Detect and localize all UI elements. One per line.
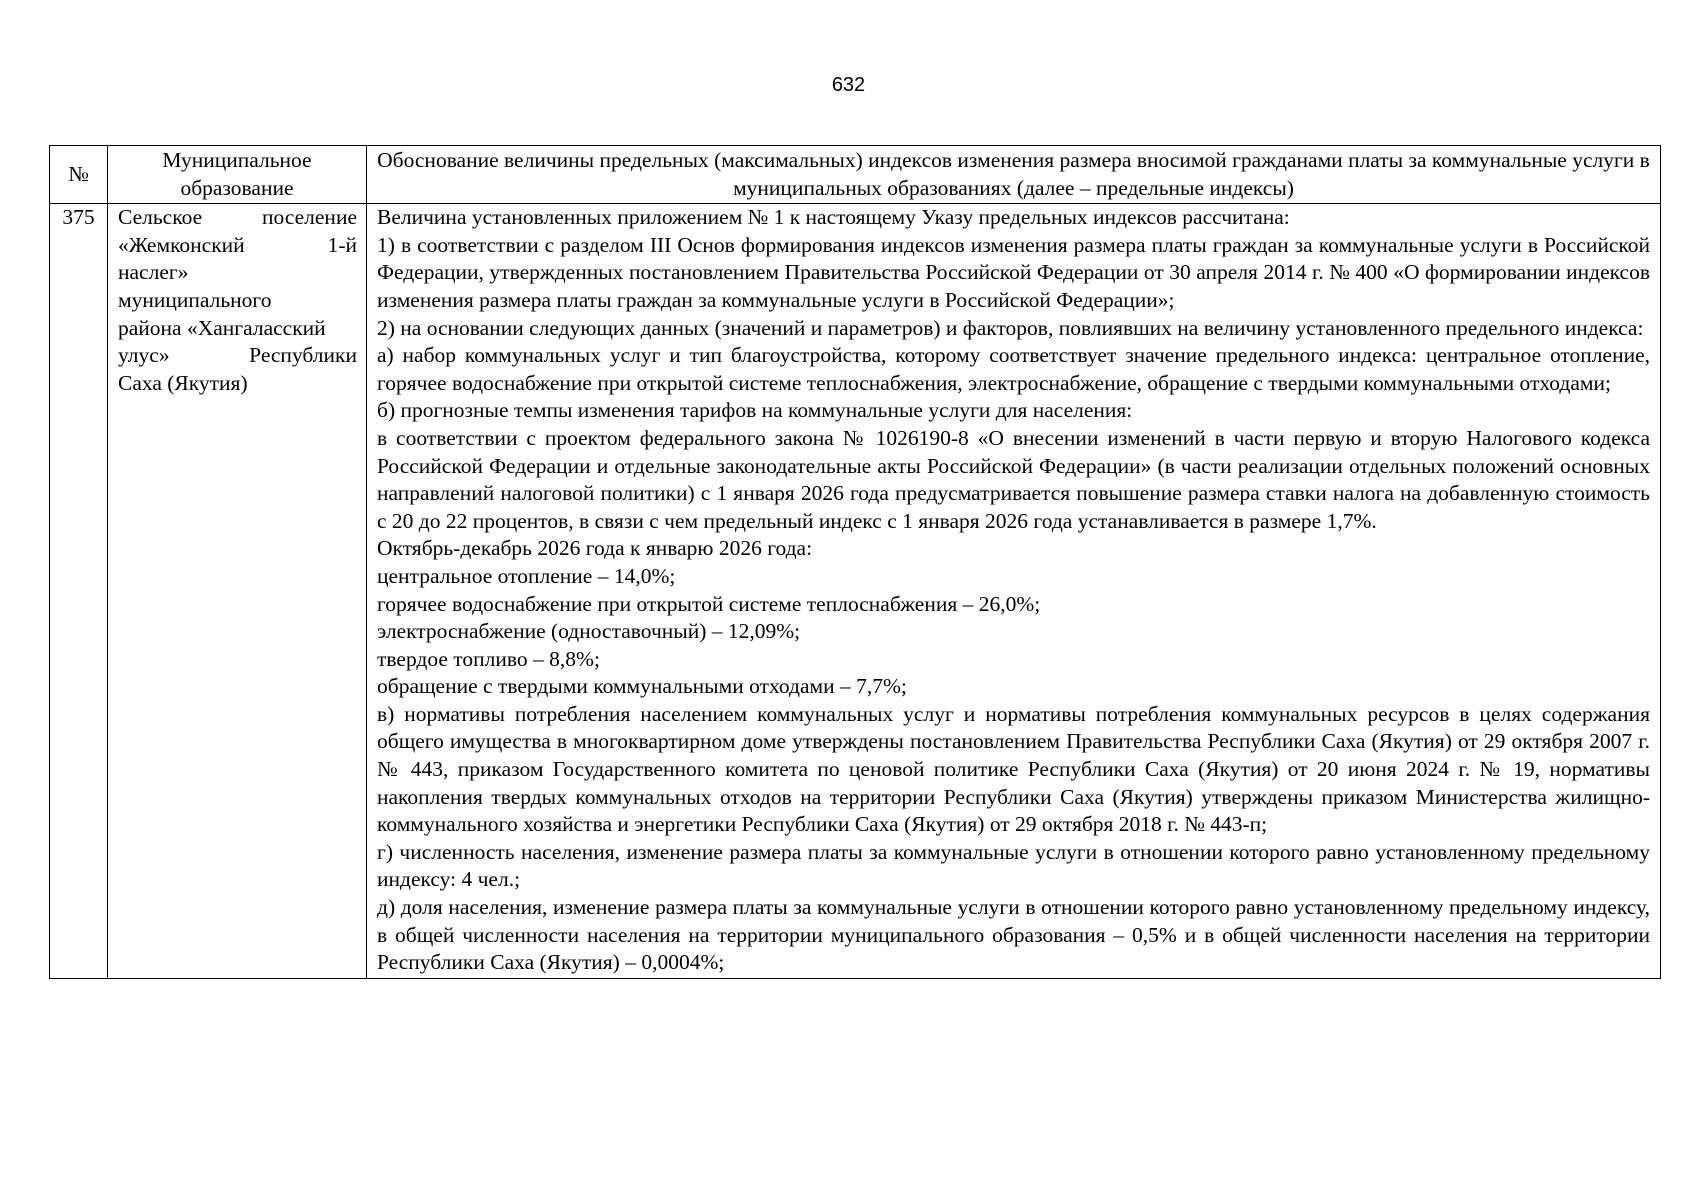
rate-hot-water: горячее водоснабжение при открытой системе теплоснабжения – 26,0%;	[377, 591, 1041, 616]
row-number: 375	[50, 204, 108, 979]
rate-waste: обращение с твердыми коммунальными отходами – 7,7%;	[377, 674, 907, 699]
page-number: 632	[831, 74, 866, 96]
paragraph-vat-law: в соответствии с проектом федерального закона № 1026190-8 «О внесении изменений в части первую и вторую Налогового кодекса Российской Федерации и отдельные законодательные акты Российской Федерации» (в части реализации отдельных положений основных направлений налоговой политики) с 1 января 2026 года предусматривается повышение размера ставки налога на добавленную стоимость с 20 до 22 процентов, в связи с чем предельный индекс с 1 января 2026 года устанавливается в размере 1,7%.	[377, 425, 1650, 533]
row-justification	[367, 204, 1661, 979]
header-municipality: Муниципальное образование	[108, 146, 367, 204]
municipality-line: района «Хангаласский	[118, 315, 326, 340]
paragraph-item-d: д) доля населения, изменение размера платы за коммунальные услуги в отношении которого равно установленному предельному индексу, в общей численности населения на территории муниципального образования – 0,5% и в общей численности населения на территории Республики Саха (Якутия) – 0,0004%;	[377, 895, 1650, 975]
paragraph-intro: Величина установленных приложением № 1 к настоящему Указу предельных индексов рассчитана:	[377, 205, 1290, 230]
paragraph-item-v: в) нормативы потребления населением коммунальных услуг и нормативы потребления коммунальных ресурсов в целях содержания общего имущества в многоквартирном доме утверждены постановлением Правительства Республики Саха (Якутия) от 29 октября 2007 г. № 443, приказом Государственного комитета по ценовой политике Республики Саха (Якутия) от 20 июня 2024 г. № 19, нормативы накопления твердых коммунальных отходов на территории Республики Саха (Якутия) утверждены приказом Министерства жилищно-коммунального хозяйства и энергетики Республики Саха (Якутия) от 29 октября 2018 г. № 443-п;	[377, 701, 1650, 837]
paragraph-item-b: б) прогнозные темпы изменения тарифов на коммунальные услуги для населения:	[377, 398, 1133, 423]
paragraph-item-1: 1) в соответствии с разделом III Основ формирования индексов изменения размера платы граждан за коммунальные услуги в Российской Федерации, утвержденных постановлением Правительства Российской Федерации от 30 апреля 2014 г. № 400 «О формировании индексов изменения размера платы граждан за коммунальные услуги в Российской Федерации»;	[377, 232, 1650, 312]
municipality-line: улус» Республики	[118, 343, 357, 368]
paragraph-period: Октябрь-декабрь 2026 года к январю 2026 года:	[377, 536, 813, 561]
municipality-line: Сельское поселение	[118, 205, 357, 230]
municipality-line: «Жемконский 1-й	[118, 232, 357, 257]
municipality-line: муниципального	[118, 287, 272, 312]
rate-solid-fuel: твердое топливо – 8,8%;	[377, 646, 600, 671]
row-municipality	[108, 204, 367, 979]
table-header-row	[50, 146, 1661, 204]
paragraph-item-2: 2) на основании следующих данных (значений и параметров) и факторов, повлиявших на величину установленного предельного индекса:	[377, 315, 1644, 340]
header-number: №	[50, 146, 108, 204]
header-justification: Обоснование величины предельных (максимальных) индексов изменения размера вносимой гражданами платы за коммунальные услуги в муниципальных образованиях (далее – предельные индексы)	[367, 146, 1661, 204]
municipality-line: Саха (Якутия)	[118, 370, 248, 395]
municipality-line: наслег»	[118, 260, 189, 285]
paragraph-item-a: а) набор коммунальных услуг и тип благоустройства, которому соответствует значение предельного индекса: центральное отопление, горячее водоснабжение при открытой системе теплоснабжения, электроснабжение, обращение с твердыми коммунальными отходами;	[377, 343, 1650, 395]
table-row	[50, 204, 1661, 979]
rate-electricity: электроснабжение (одноставочный) – 12,09%;	[377, 619, 801, 644]
rate-heating: центральное отопление – 14,0%;	[377, 563, 676, 588]
paragraph-item-g: г) численность населения, изменение размера платы за коммунальные услуги в отношении которого равно установленному предельному индексу: 4 чел.;	[377, 839, 1650, 892]
indices-table	[49, 145, 1661, 979]
